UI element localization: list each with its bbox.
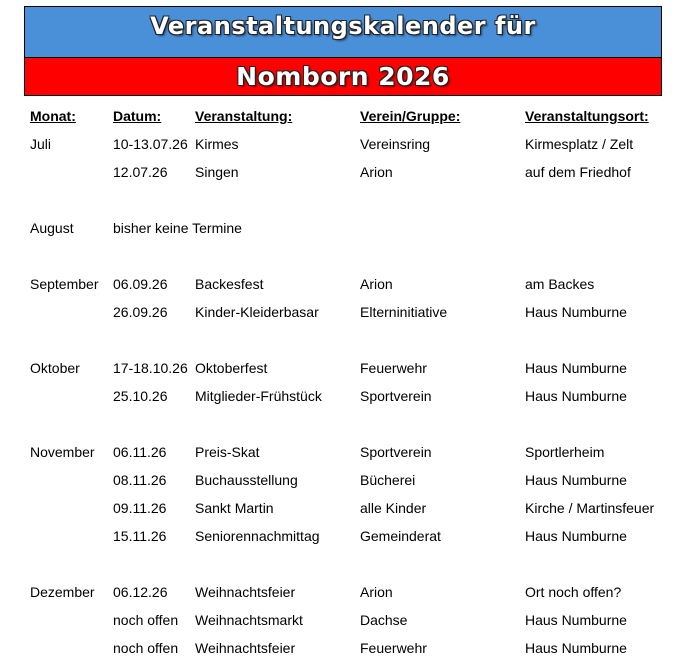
cell-date: noch offen bbox=[113, 612, 179, 628]
cell-date: 17-18.10.26 bbox=[113, 360, 188, 376]
cell-event: Sankt Martin bbox=[195, 500, 274, 516]
cell-event: Weihnachtsfeier bbox=[195, 640, 296, 656]
spacer-cell bbox=[24, 242, 669, 270]
column-header-club: Verein/Gruppe: bbox=[360, 108, 461, 124]
cell-date: 09.11.26 bbox=[113, 500, 167, 516]
cell-location: Ort noch offen? bbox=[525, 584, 622, 600]
cell-date: 12.07.26 bbox=[113, 164, 168, 180]
cell-month bbox=[24, 522, 107, 550]
cell-club: Sportverein bbox=[360, 444, 432, 460]
cell-date: 10-13.07.26 bbox=[113, 136, 188, 152]
cell-club: Arion bbox=[360, 164, 393, 180]
cell-location: Haus Numburne bbox=[525, 304, 627, 320]
cell-event: Mitglieder-Frühstück bbox=[195, 388, 322, 404]
cell-club: Elterninitiative bbox=[360, 304, 448, 320]
cell-event: Oktoberfest bbox=[195, 360, 268, 376]
page-subtitle: Nomborn 2026 bbox=[236, 62, 450, 91]
cell-date: bisher keine Termine bbox=[113, 220, 242, 236]
cell-month bbox=[24, 466, 107, 494]
cell-event: Backesfest bbox=[195, 276, 264, 292]
cell-club: Bücherei bbox=[360, 472, 416, 488]
subtitle-bar bbox=[25, 58, 661, 95]
cell-event: Weihnachtsmarkt bbox=[195, 612, 303, 628]
cell-month: September bbox=[30, 276, 99, 292]
events-table bbox=[24, 102, 669, 662]
events-table-body bbox=[24, 130, 669, 662]
table-row bbox=[24, 494, 669, 522]
cell-location: Haus Numburne bbox=[525, 388, 627, 404]
title-bar bbox=[25, 7, 661, 58]
cell-month bbox=[24, 494, 107, 522]
cell-location: Haus Numburne bbox=[525, 472, 627, 488]
spacer-cell bbox=[24, 410, 669, 438]
table-row bbox=[24, 466, 669, 494]
cell-event: Preis-Skat bbox=[195, 444, 260, 460]
cell-month: Oktober bbox=[30, 360, 80, 376]
cell-date: 06.09.26 bbox=[113, 276, 168, 292]
cell-club: Feuerwehr bbox=[360, 640, 427, 656]
cell-event: Kirmes bbox=[195, 136, 239, 152]
cell-date: 08.11.26 bbox=[113, 472, 167, 488]
column-header-event: Veranstaltung: bbox=[195, 108, 293, 124]
cell-location: Sportlerheim bbox=[525, 444, 605, 460]
cell-location: Haus Numburne bbox=[525, 528, 627, 544]
cell-month bbox=[24, 606, 107, 634]
spacer-cell bbox=[24, 326, 669, 354]
table-row bbox=[24, 270, 669, 298]
cell-date: 25.10.26 bbox=[113, 388, 168, 404]
cell-club: Arion bbox=[360, 276, 393, 292]
cell-club: Arion bbox=[360, 584, 393, 600]
cell-location: Kirche / Martinsfeuer bbox=[525, 500, 655, 516]
table-row bbox=[24, 634, 669, 662]
cell-club: Sportverein bbox=[360, 388, 432, 404]
cell-location: Kirmesplatz / Zelt bbox=[525, 136, 634, 152]
table-row bbox=[24, 158, 669, 186]
cell-club: Feuerwehr bbox=[360, 360, 427, 376]
column-header-date: Datum: bbox=[113, 108, 162, 124]
cell-club: Gemeinderat bbox=[360, 528, 441, 544]
cell-month: Dezember bbox=[30, 584, 95, 600]
spacer-cell bbox=[24, 550, 669, 578]
cell-month bbox=[24, 298, 107, 326]
table-row bbox=[24, 606, 669, 634]
cell-club: Vereinsring bbox=[360, 136, 431, 152]
table-row bbox=[24, 382, 669, 410]
cell-month bbox=[24, 382, 107, 410]
spacer-cell bbox=[24, 186, 669, 214]
cell-date: noch offen bbox=[113, 640, 179, 656]
cell-date: 06.12.26 bbox=[113, 584, 168, 600]
table-row bbox=[24, 298, 669, 326]
cell-location: Haus Numburne bbox=[525, 612, 627, 628]
spacer-row bbox=[24, 410, 669, 438]
table-row bbox=[24, 214, 669, 242]
cell-event: Kinder-Kleiderbasar bbox=[195, 304, 319, 320]
cell-month: Juli bbox=[30, 136, 52, 152]
cell-date: 15.11.26 bbox=[113, 528, 167, 544]
table-row bbox=[24, 438, 669, 466]
column-header-month: Monat: bbox=[30, 108, 76, 124]
cell-event: Weihnachtsfeier bbox=[195, 584, 296, 600]
table-header-row bbox=[24, 102, 669, 130]
spacer-row bbox=[24, 550, 669, 578]
cell-club: alle Kinder bbox=[360, 500, 427, 516]
cell-month bbox=[24, 634, 107, 662]
cell-date: 06.11.26 bbox=[113, 444, 167, 460]
cell-month: November bbox=[30, 444, 95, 460]
page-title: Veranstaltungskalender für bbox=[150, 12, 536, 40]
column-header-location: Veranstaltungsort: bbox=[525, 108, 649, 124]
cell-event: Buchausstellung bbox=[195, 472, 298, 488]
spacer-row bbox=[24, 326, 669, 354]
table-row bbox=[24, 130, 669, 158]
calendar-banner bbox=[24, 6, 662, 96]
cell-month: August bbox=[30, 220, 74, 236]
cell-club: Dachse bbox=[360, 612, 408, 628]
table-row bbox=[24, 354, 669, 382]
table-row bbox=[24, 578, 669, 606]
cell-month bbox=[24, 158, 107, 186]
spacer-row bbox=[24, 242, 669, 270]
cell-date: 26.09.26 bbox=[113, 304, 168, 320]
table-row bbox=[24, 522, 669, 550]
spacer-row bbox=[24, 186, 669, 214]
cell-location: Haus Numburne bbox=[525, 360, 627, 376]
cell-location: auf dem Friedhof bbox=[525, 164, 631, 180]
cell-event: Seniorennachmittag bbox=[195, 528, 320, 544]
cell-location: Haus Numburne bbox=[525, 640, 627, 656]
cell-location: am Backes bbox=[525, 276, 595, 292]
cell-event: Singen bbox=[195, 164, 239, 180]
